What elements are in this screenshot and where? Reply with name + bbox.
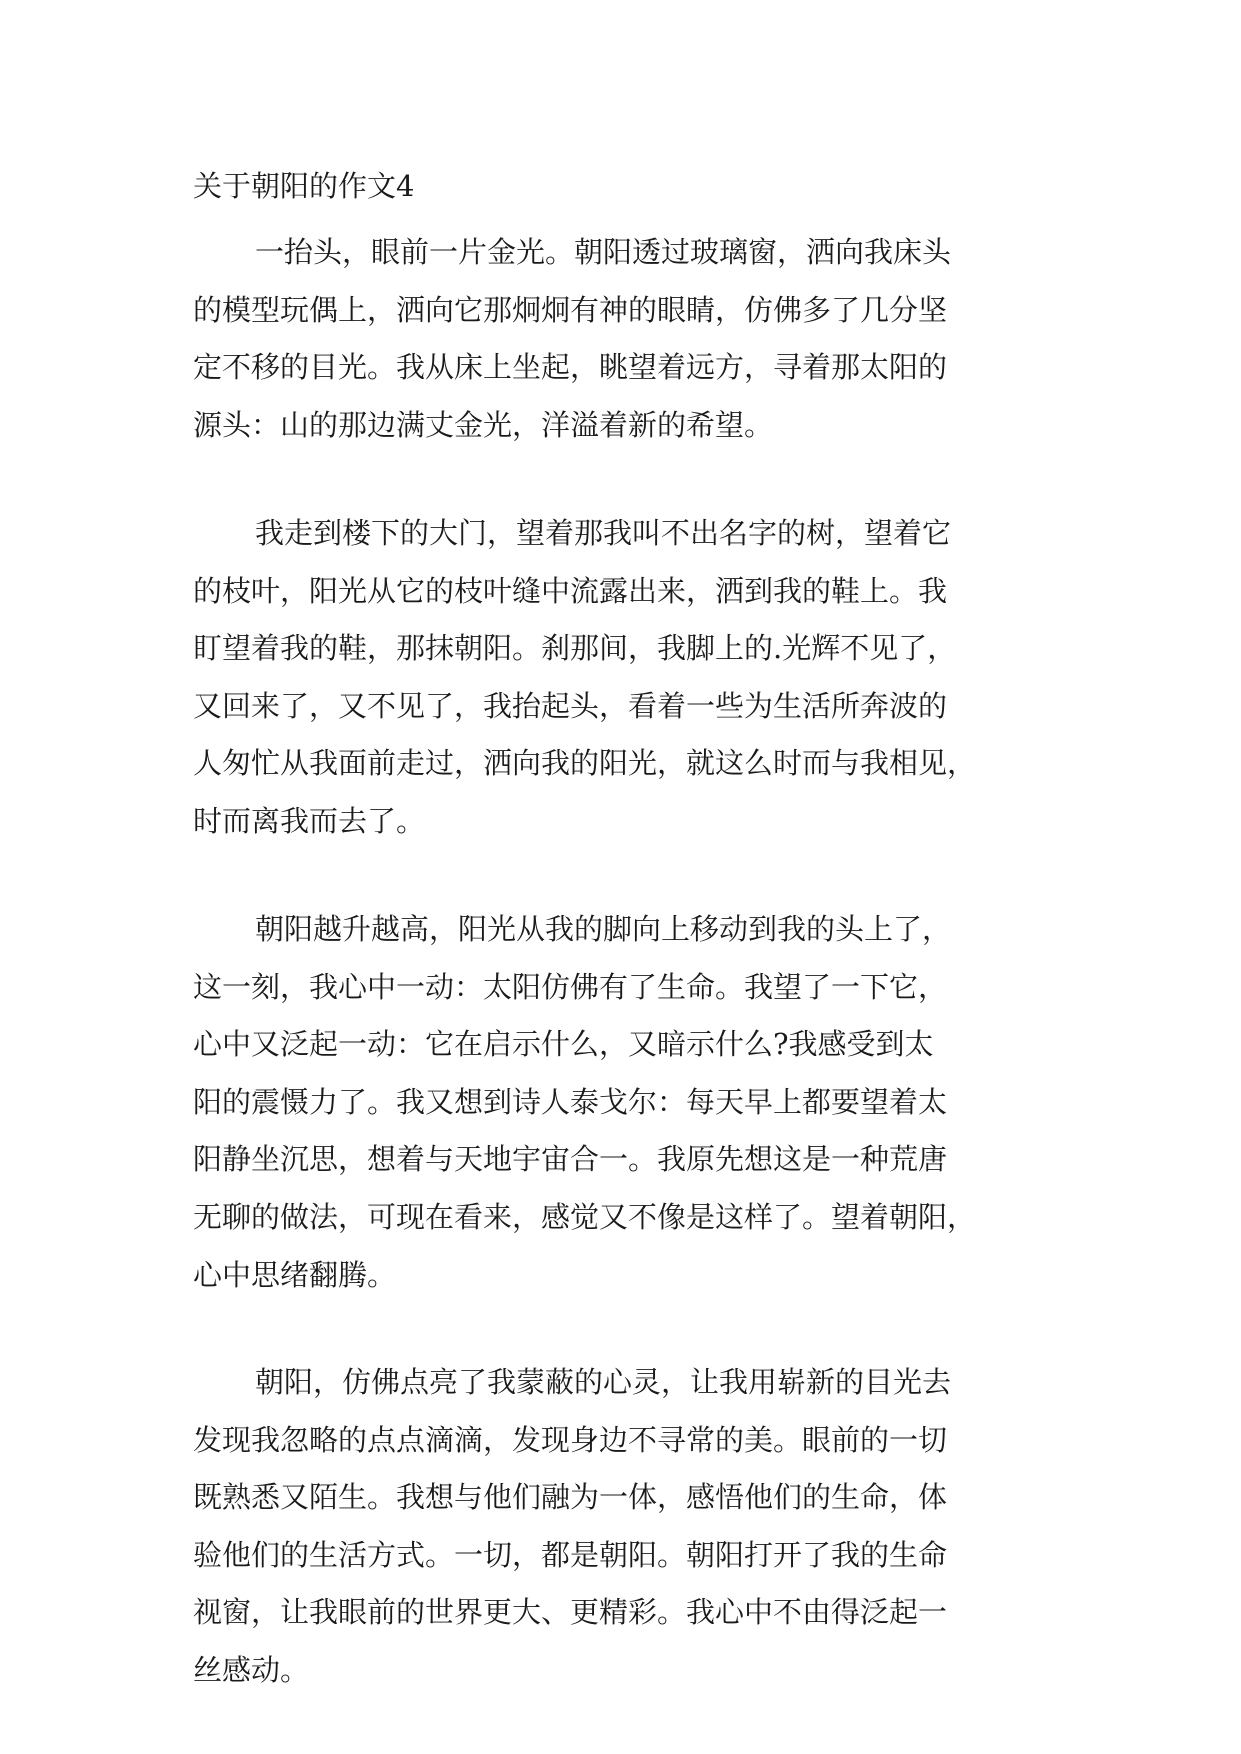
text-line: 朝阳越升越高，阳光从我的脚向上移动到我的头上了，: [255, 912, 952, 946]
text-line: 阳静坐沉思，想着与天地宇宙合一。我原先想这是一种荒唐: [193, 1142, 948, 1177]
text-line: 视窗，让我眼前的世界更大、更精彩。我心中不由得泛起一: [193, 1595, 948, 1630]
paragraph: [193, 901, 1053, 1304]
text-line: 心中思绪翻腾。: [193, 1257, 397, 1292]
text-line: 源头：山的那边满丈金光，洋溢着新的希望。: [193, 407, 774, 442]
text-line: 既熟悉又陌生。我想与他们融为一体，感悟他们的生命，体: [193, 1480, 948, 1515]
text-line: 又回来了，又不见了，我抬起头，看着一些为生活所奔波的: [193, 688, 948, 723]
text-line: 我走到楼下的大门，望着那我叫不出名字的树，望着它: [255, 516, 952, 550]
text-line: 人匆忙从我面前走过，洒向我的阳光，就这么时而与我相见，: [193, 746, 977, 781]
text-line: 朝阳，仿佛点亮了我蒙蔽的心灵，让我用崭新的目光去: [255, 1365, 952, 1399]
document-title: 关于朝阳的作文4: [193, 169, 415, 203]
text-line: 丝感动。: [193, 1652, 310, 1687]
text-line: 的枝叶，阳光从它的枝叶缝中流露出来，洒到我的鞋上。我: [193, 573, 948, 608]
text-line: 无聊的做法，可现在看来，感觉又不像是这样了。望着朝阳，: [193, 1199, 977, 1234]
text-line: 定不移的目光。我从床上坐起，眺望着远方，寻着那太阳的: [193, 350, 948, 385]
text-line: 心中又泛起一动：它在启示什么，又暗示什么?我感受到太: [193, 1027, 934, 1062]
text-line: 阳的震慑力了。我又想到诗人泰戈尔：每天早上都要望着太: [193, 1084, 948, 1119]
text-line: 这一刻，我心中一动：太阳仿佛有了生命。我望了一下它，: [193, 969, 948, 1004]
text-line: 时而离我而去了。: [193, 803, 426, 838]
text-line: 盯望着我的鞋，那抹朝阳。刹那间，我脚上的.光辉不见了，: [193, 631, 957, 666]
paragraph: [193, 1354, 1053, 1700]
text-line: 一抬头，眼前一片金光。朝阳透过玻璃窗，洒向我床头: [255, 235, 952, 269]
text-line: 的模型玩偶上，洒向它那炯炯有神的眼睛，仿佛多了几分坚: [193, 292, 948, 327]
text-line: 验他们的生活方式。一切，都是朝阳。朝阳打开了我的生命: [193, 1537, 948, 1572]
text-line: 发现我忽略的点点滴滴，发现身边不寻常的美。眼前的一切: [193, 1422, 948, 1457]
paragraph: [193, 224, 1053, 454]
paragraph: [193, 505, 1053, 851]
